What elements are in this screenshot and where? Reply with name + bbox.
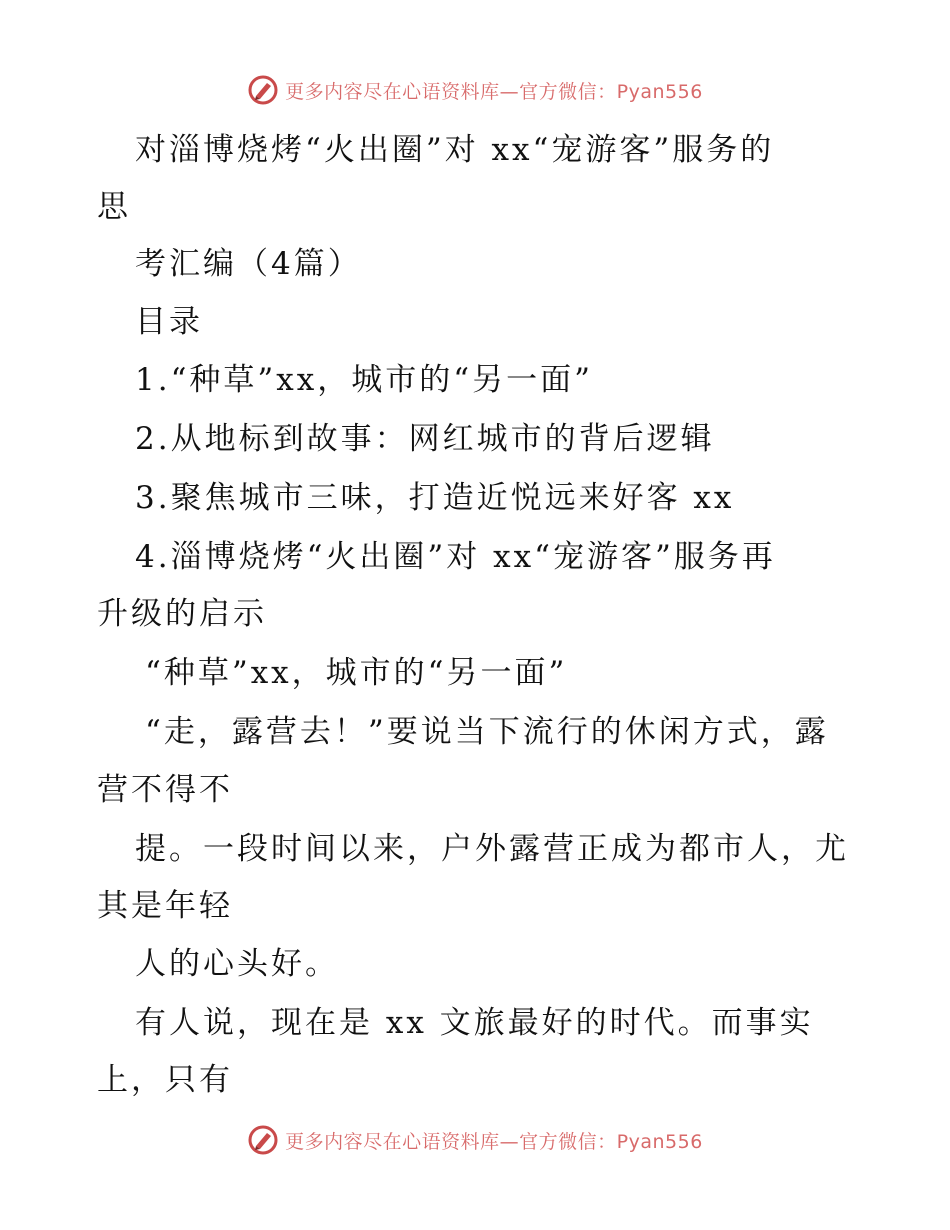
text-line: 目录 (135, 304, 203, 340)
toc-item: 4.淄博烧烤“火出圈”对 xx“宠游客”服务再 (135, 539, 776, 575)
text-line: 营不得不 (97, 772, 233, 808)
banner-text: 更多内容尽在心语资料库—官方微信：Pyan556 (285, 1130, 703, 1153)
text-line: 考汇编（4篇） (135, 246, 362, 282)
text-line: 思 (97, 189, 131, 225)
toc-item: 2.从地标到故事：网红城市的背后逻辑 (135, 421, 715, 457)
text-line: 上，只有 (97, 1062, 233, 1098)
footer-banner (0, 1120, 950, 1160)
toc-item: 1.“种草”xx，城市的“另一面” (135, 362, 593, 398)
text-line: 人的心头好。 (135, 946, 339, 982)
text-line: “走，露营去！”要说当下流行的休闲方式，露 (145, 714, 829, 750)
text-line: 提。一段时间以来，户外露营正成为都市人，尤 (135, 831, 849, 867)
text-line: 有人说，现在是 xx 文旅最好的时代。而事实 (135, 1005, 814, 1041)
header-banner (0, 70, 950, 110)
section-heading: “种草”xx，城市的“另一面” (145, 655, 568, 691)
text-line: 对淄博烧烤“火出圈”对 xx“宠游客”服务的 (135, 132, 775, 168)
pen-circle-logo-icon (247, 74, 279, 106)
pen-circle-logo-icon (247, 1124, 279, 1156)
text-line: 其是年轻 (97, 888, 233, 924)
banner-text: 更多内容尽在心语资料库—官方微信：Pyan556 (285, 80, 703, 103)
toc-item: 3.聚焦城市三味，打造近悦远来好客 xx (135, 480, 735, 516)
toc-item: 升级的启示 (97, 596, 267, 632)
